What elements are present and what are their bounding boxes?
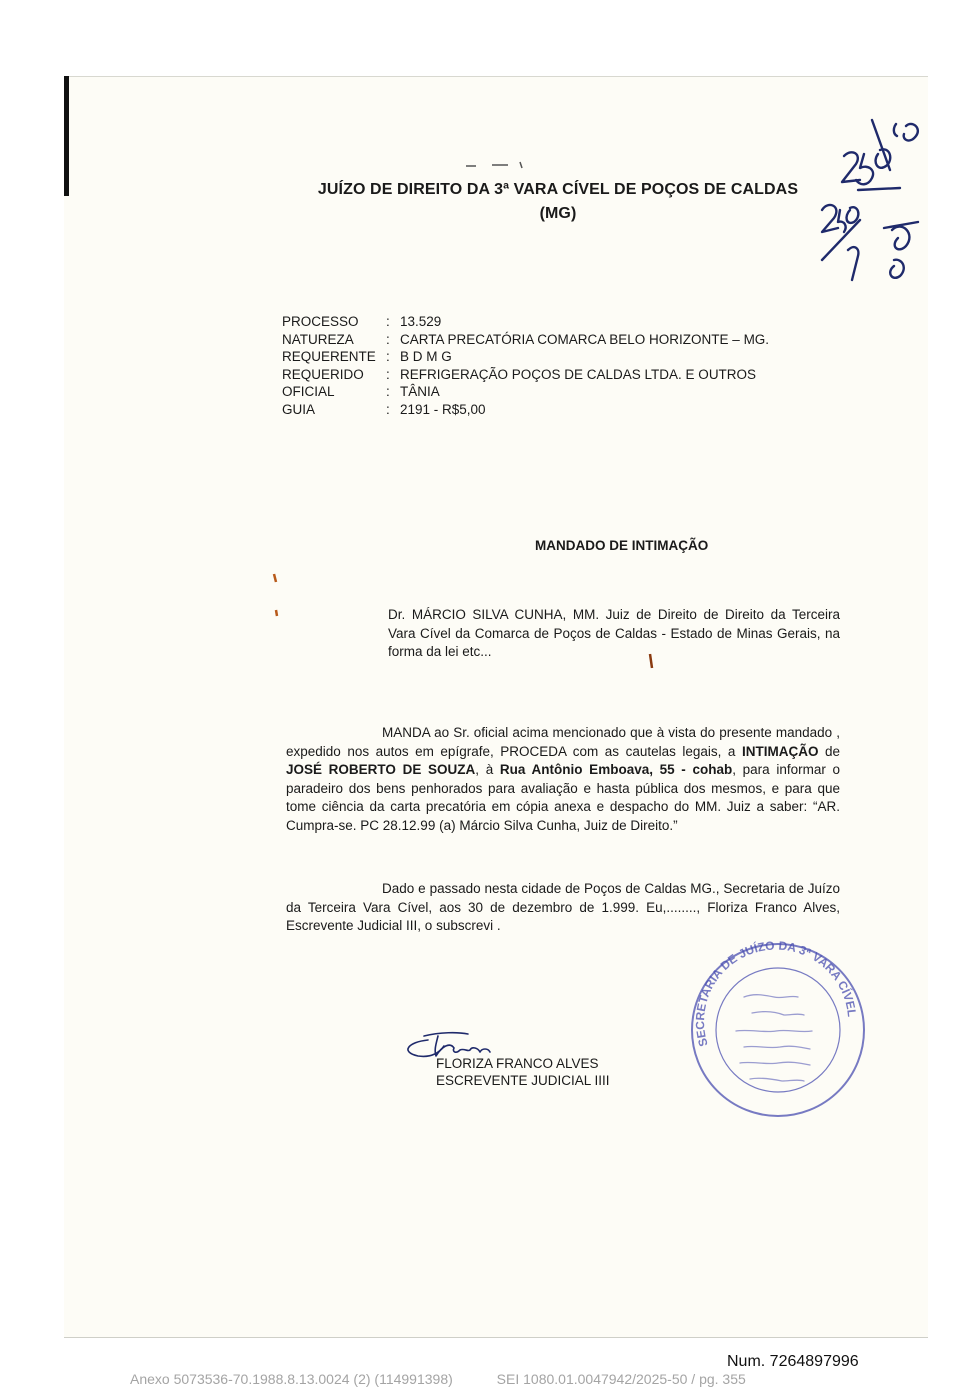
scan-speck bbox=[646, 652, 656, 672]
order-paragraph bbox=[286, 724, 840, 835]
field-separator: : bbox=[386, 349, 390, 364]
field-separator: : bbox=[386, 384, 390, 399]
field-label: PROCESSO bbox=[282, 314, 359, 329]
process-fields bbox=[282, 313, 769, 418]
field-value: 13.529 bbox=[400, 314, 442, 329]
field-separator: : bbox=[386, 366, 390, 382]
field-natureza bbox=[282, 331, 769, 349]
field-separator: : bbox=[386, 401, 390, 417]
field-value: TÂNIA bbox=[400, 384, 440, 399]
court-header-line2: (MG) bbox=[539, 205, 577, 222]
field-value: 2191 - R$5,00 bbox=[400, 401, 486, 417]
field-value: B D M G bbox=[400, 349, 452, 364]
document-page bbox=[64, 76, 928, 1338]
page-footer bbox=[130, 1371, 786, 1387]
closing-paragraph: Dado e passado nesta cidade de Poços de Caldas MG., Secretaria de Juízo da Terceira Vara Cível, aos 30 de dezembro de 1.999. Eu,........, Floriza Franco Alves, Escrevente Judicial III, o subscrevi . bbox=[286, 881, 840, 933]
scan-speck bbox=[270, 570, 284, 620]
footer-annex-ref: Anexo 5073536-70.1988.8.13.0024 (2) (114991398) bbox=[130, 1371, 453, 1387]
footer-sei-ref: SEI 1080.01.0047942/2025-50 / pg. 355 bbox=[496, 1371, 746, 1387]
field-processo bbox=[282, 313, 769, 331]
order-text: MANDA ao Sr. oficial acima mencionado que à vista do presente mandado , expedido nos autos em epígrafe, PROCEDA com as cautelas legais, a bbox=[286, 725, 840, 759]
order-text: de bbox=[818, 743, 840, 759]
field-label: REQUERENTE bbox=[282, 349, 376, 364]
order-bold-intimacao: INTIMAÇÃO bbox=[741, 743, 819, 759]
field-guia bbox=[282, 401, 769, 419]
field-label: REQUERIDO bbox=[282, 366, 364, 382]
document-number: Num. 7264897996 bbox=[727, 1353, 859, 1370]
field-value: REFRIGERAÇÃO POÇOS DE CALDAS LTDA. E OUTROS bbox=[400, 366, 757, 382]
field-oficial bbox=[282, 383, 769, 401]
court-header-line1: JUÍZO DE DIREITO DA 3ª VARA CÍVEL DE POÇOS DE CALDAS bbox=[317, 181, 799, 198]
seal-text: SECRETARIA DE JUÍZO DA 3ª VARA CÍVEL bbox=[692, 938, 859, 1049]
signature-block bbox=[436, 1055, 610, 1089]
order-text: , para informar o paradeiro dos bens penhorados para avaliação e hasta pública dos mesmos, e para que tome ciência da carta precatória em cópia anexa e despacho do MM. Juiz a saber: “AR. Cumpra-se. PC 28.12.99 (a) Márcio Silva Cunha, Juiz de Direito.” bbox=[286, 762, 841, 833]
signer-name: FLORIZA FRANCO ALVES bbox=[436, 1056, 599, 1071]
judge-intro-paragraph: Dr. MÁRCIO SILVA CUNHA, MM. Juiz de Direito de Direito da Terceira Vara Cível da Comarca de Poços de Caldas - Estado de Minas Gerais, na forma da lei etc... bbox=[388, 607, 840, 659]
field-value: CARTA PRECATÓRIA COMARCA BELO HORIZONTE – MG. bbox=[400, 331, 770, 347]
document-title: MANDADO DE INTIMAÇÃO bbox=[535, 538, 709, 553]
order-bold-address: Rua Antônio Emboava, 55 - cohab bbox=[499, 762, 733, 777]
scan-speck bbox=[464, 158, 544, 172]
handwritten-page-numbers bbox=[800, 110, 930, 300]
scan-edge bbox=[64, 76, 69, 196]
field-label: NATUREZA bbox=[282, 331, 354, 347]
field-label: OFICIAL bbox=[282, 384, 335, 399]
order-bold-name: JOSÉ ROBERTO DE SOUZA bbox=[286, 762, 476, 777]
signer-role: ESCREVENTE JUDICIAL IIII bbox=[436, 1073, 610, 1088]
field-requerido bbox=[282, 366, 769, 384]
field-requerente bbox=[282, 348, 769, 366]
court-header bbox=[258, 178, 858, 226]
field-separator: : bbox=[386, 331, 390, 347]
order-text: , à bbox=[475, 762, 500, 777]
field-label: GUIA bbox=[282, 401, 316, 417]
field-separator: : bbox=[386, 314, 390, 329]
official-seal-stamp bbox=[678, 935, 878, 1125]
